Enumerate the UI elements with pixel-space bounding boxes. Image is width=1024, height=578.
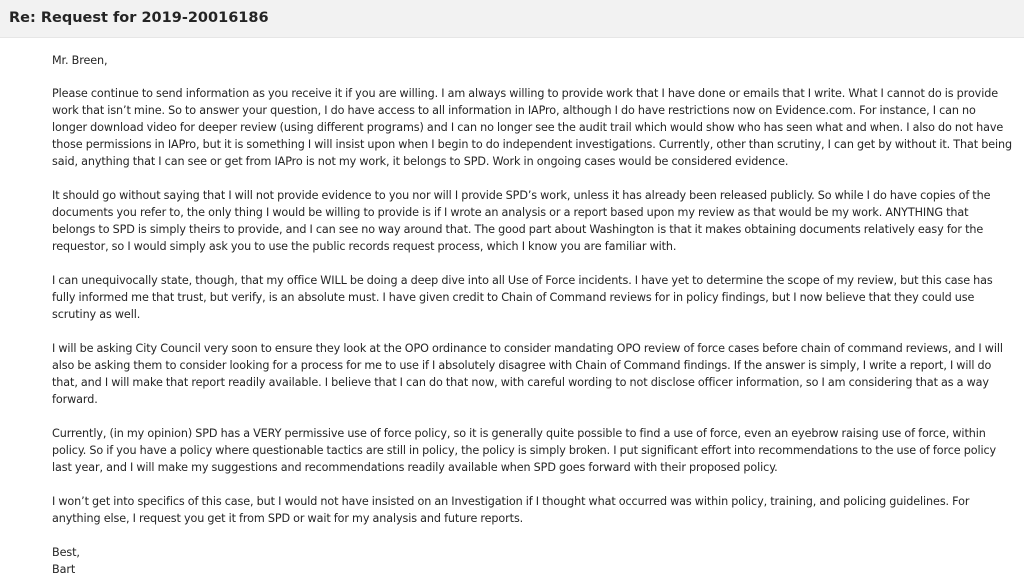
email-paragraph-2: It should go without saying that I will not provide evidence to you nor will I provide SPD’s work, unless it has already been released publicly. So while I do have copies of the documents you refer to, the only thing I would be willing to provide is if I wrote an analysis or a report based upon my review as that would be my work. ANYTHING that belongs to SPD is simply theirs to provide, and I can see no way around that. The good part about Washington is that it makes obtaining documents relatively easy for the requestor, so I would simply ask you to use the public records request process, which I know you are familiar with.	[52, 189, 991, 253]
email-paragraph-3: I can unequivocally state, though, that my office WILL be doing a deep dive into all Use of Force incidents. I have yet to determine the scope of my review, but this case has fully informed me that trust, but verify, is an absolute must. I have given credit to Chain of Command reviews for in policy findings, but I now believe that they could use scrutiny as well.	[52, 274, 993, 321]
email-paragraph-4: I will be asking City Council very soon to ensure they look at the OPO ordinance to consider mandating OPO review of force cases before chain of command reviews, and I will also be asking them to consider looking for a process for me to use if I absolutely disagree with Chain of Command findings. If the answer is simply, I write a report, I will do that, and I will make that report readily available. I believe that I can do that now, with careful wording to not disclose officer information, so I am considering that as a way forward.	[52, 342, 1003, 406]
email-signature: Bart	[52, 563, 76, 576]
email-subject: Re: Request for 2019-20016186	[9, 10, 269, 26]
email-greeting: Mr. Breen,	[52, 54, 108, 67]
email-signoff: Best,	[52, 546, 80, 559]
email-body	[0, 38, 1012, 578]
message-header	[0, 0, 1024, 38]
email-paragraph-6: I won’t get into specifics of this case, but I would not have insisted on an Investigation if I thought what occurred was within policy, training, and policing guidelines. For anything else, I request you get it from SPD or wait for my analysis and future reports.	[52, 495, 970, 525]
email-paragraph-5: Currently, (in my opinion) SPD has a VERY permissive use of force policy, so it is generally quite possible to find a use of force, even an eyebrow raising use of force, within policy. So if you have a policy where questionable tactics are still in policy, the policy is simply broken. I put significant effort into recommendations to the use of force policy last year, and I will make my suggestions and recommendations readily available when SPD goes forward with their proposed policy.	[52, 427, 997, 474]
email-paragraph-1: Please continue to send information as you receive it if you are willing. I am always willing to provide work that I have done or emails that I write. What I cannot do is provide work that isn’t mine. So to answer your question, I do have access to all information in IAPro, although I do have restrictions now on Evidence.com. For instance, I can no longer download video for deeper review (using different programs) and I can no longer see the audit trail which would show who has seen what and when. I also do not have those permissions in IAPro, but it is something I will insist upon when I begin to do independent investigations. Currently, other than scrutiny, I can get by without it. That being said, anything that I can see or get from IAPro is not my work, it belongs to SPD. Work in ongoing cases would be considered evidence.	[52, 87, 1012, 168]
